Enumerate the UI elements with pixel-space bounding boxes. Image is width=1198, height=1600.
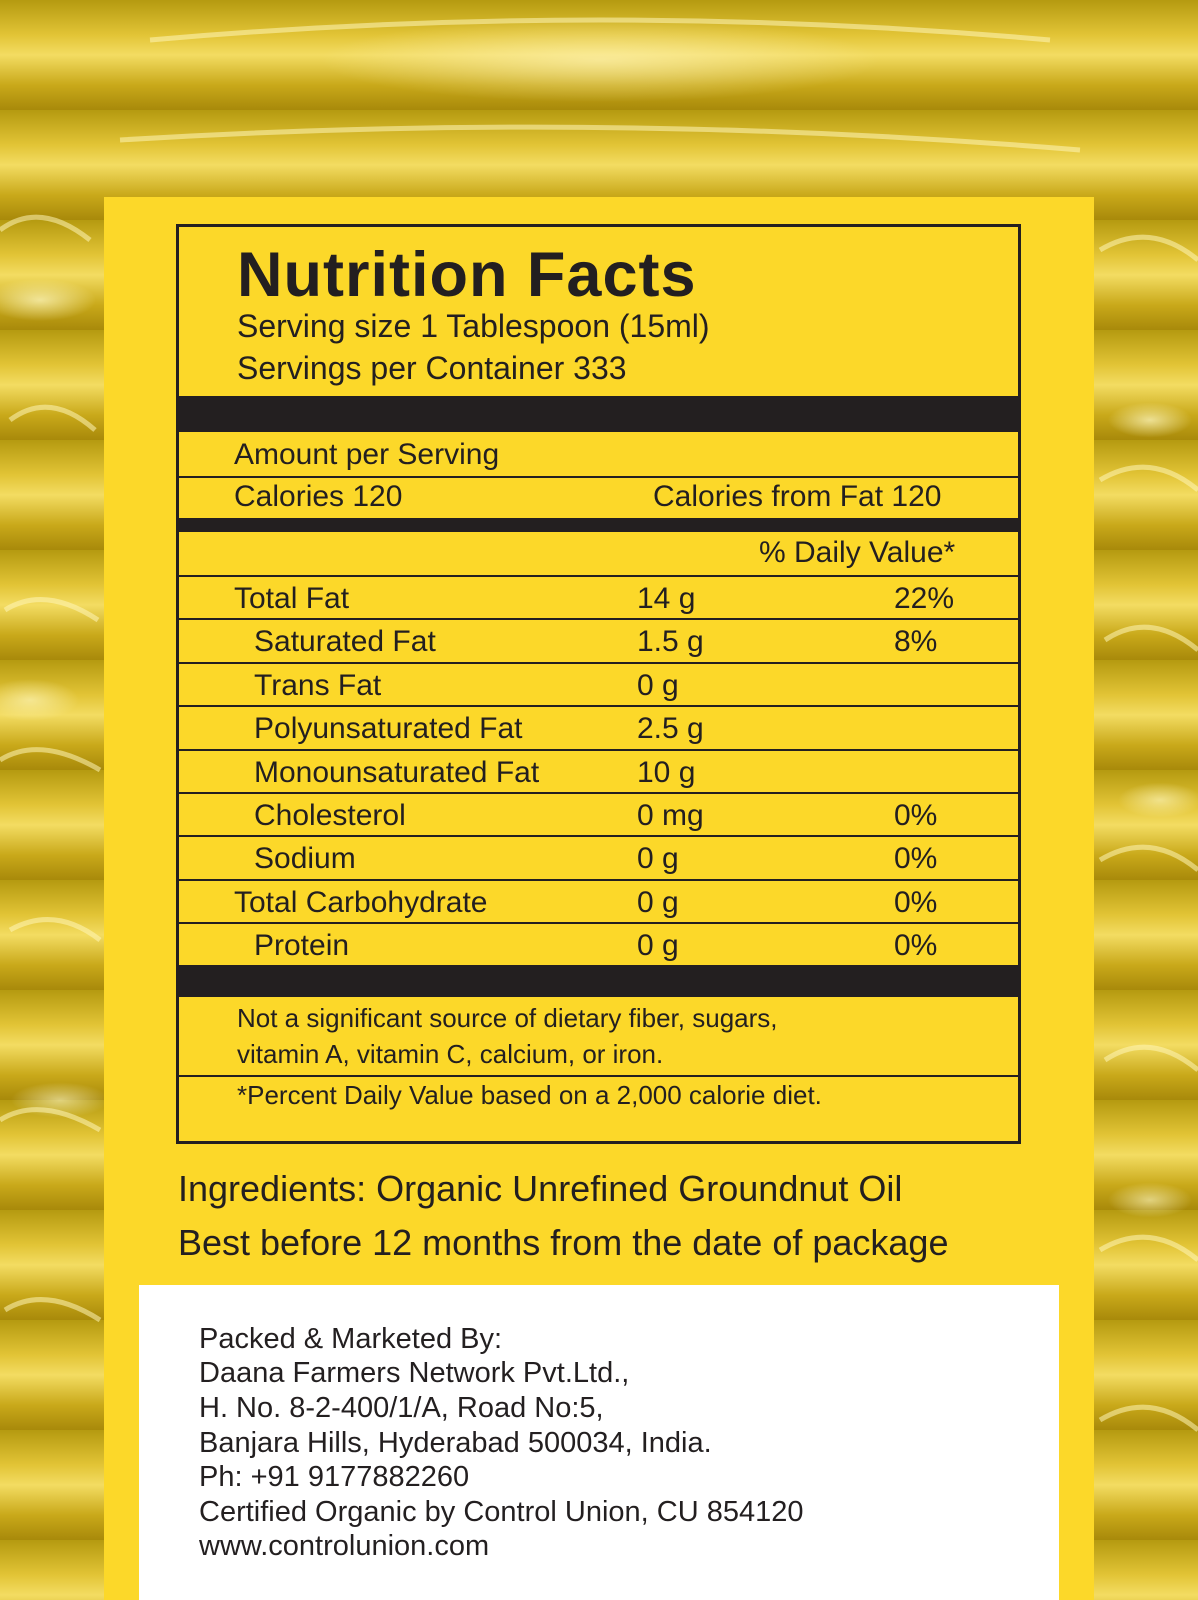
best-before-line: Best before 12 months from the date of package bbox=[178, 1222, 949, 1263]
nutrient-amount: 0 mg bbox=[637, 799, 704, 832]
nutrient-daily-value: 0% bbox=[894, 842, 938, 876]
amount-per-serving-label: Amount per Serving bbox=[234, 438, 500, 471]
nutrient-row bbox=[179, 751, 1018, 794]
nutrient-row bbox=[179, 881, 1018, 924]
nutrient-daily-value: 0% bbox=[894, 799, 938, 832]
nutrient-name: Polyunsaturated Fat bbox=[254, 712, 523, 746]
nutrient-name: Trans Fat bbox=[254, 668, 382, 702]
thick-divider-calories bbox=[179, 518, 1018, 532]
nutrient-amount: 1.5 g bbox=[637, 625, 704, 659]
nutrient-row bbox=[179, 794, 1018, 837]
ingredients-line: Ingredients: Organic Unrefined Groundnut Oil bbox=[178, 1168, 903, 1209]
nutrient-daily-value: 0% bbox=[894, 885, 938, 919]
nutrient-row bbox=[179, 837, 1018, 880]
nutrient-amount: 14 g bbox=[637, 582, 696, 615]
packer-line-website: www.controlunion.com bbox=[199, 1530, 490, 1562]
not-significant-note-line1: Not a significant source of dietary fiber, sugars, bbox=[237, 1003, 778, 1033]
nutrient-amount: 0 g bbox=[637, 842, 679, 876]
daily-value-footnote: *Percent Daily Value based on a 2,000 calorie diet. bbox=[237, 1080, 822, 1110]
amount-per-serving-row bbox=[179, 432, 1018, 478]
daily-value-header-row bbox=[179, 532, 1018, 577]
thick-divider-bottom bbox=[179, 965, 1018, 997]
nutrition-facts-title: Nutrition Facts bbox=[237, 240, 697, 310]
nutrition-facts-panel bbox=[176, 224, 1021, 1144]
nutrient-amount: 0 g bbox=[637, 668, 679, 702]
nutrient-row bbox=[179, 707, 1018, 750]
nutrient-amount: 2.5 g bbox=[637, 712, 704, 746]
nutrient-row bbox=[179, 577, 1018, 620]
nutrient-name: Monounsaturated Fat bbox=[254, 755, 540, 789]
servings-per-container: Servings per Container 333 bbox=[237, 350, 627, 386]
nutrient-name: Sodium bbox=[254, 842, 356, 876]
packer-info-panel bbox=[139, 1285, 1059, 1600]
nutrient-name: Saturated Fat bbox=[254, 625, 436, 659]
packer-line-address1: H. No. 8-2-400/1/A, Road No:5, bbox=[199, 1392, 604, 1424]
nutrient-daily-value: 22% bbox=[894, 582, 955, 615]
calories-label: Calories 120 bbox=[234, 480, 403, 513]
nutrient-name: Total Fat bbox=[234, 582, 350, 615]
footnote-divider bbox=[179, 1075, 1018, 1077]
nutrient-row bbox=[179, 620, 1018, 663]
packer-line-address2: Banjara Hills, Hyderabad 500034, India. bbox=[199, 1427, 712, 1459]
nutrient-amount: 0 g bbox=[637, 929, 679, 963]
nutrient-daily-value: 8% bbox=[894, 625, 938, 659]
packer-line-packed-by: Packed & Marketed By: bbox=[199, 1323, 503, 1355]
nutrient-name: Total Carbohydrate bbox=[234, 885, 488, 919]
packer-line-phone: Ph: +91 9177882260 bbox=[199, 1461, 470, 1493]
nutrient-row bbox=[179, 664, 1018, 707]
daily-value-header: % Daily Value* bbox=[759, 536, 956, 569]
nutrient-name: Protein bbox=[254, 929, 350, 963]
nutrient-amount: 0 g bbox=[637, 885, 679, 919]
serving-size: Serving size 1 Tablespoon (15ml) bbox=[237, 308, 710, 344]
nutrient-daily-value: 0% bbox=[894, 929, 938, 963]
not-significant-note-line2: vitamin A, vitamin C, calcium, or iron. bbox=[237, 1039, 664, 1069]
calories-row bbox=[179, 478, 1018, 518]
thick-divider-top bbox=[179, 396, 1018, 432]
nutrient-row bbox=[179, 924, 1018, 967]
nutrient-name: Cholesterol bbox=[254, 799, 406, 832]
packer-line-certification: Certified Organic by Control Union, CU 854120 bbox=[199, 1496, 804, 1528]
calories-from-fat-label: Calories from Fat 120 bbox=[653, 480, 942, 513]
nutrient-amount: 10 g bbox=[637, 755, 696, 789]
packer-line-company: Daana Farmers Network Pvt.Ltd., bbox=[199, 1357, 630, 1389]
